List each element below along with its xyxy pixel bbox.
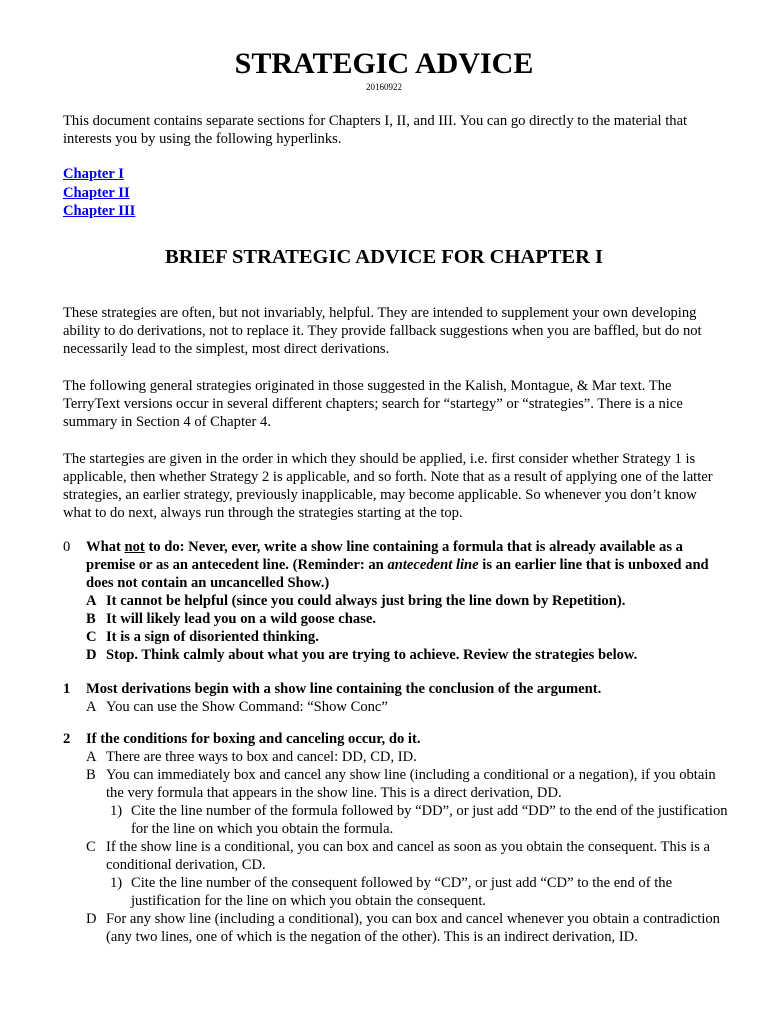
sub-text: It is a sign of disoriented thinking. bbox=[106, 629, 319, 645]
document-date: 20160922 bbox=[366, 82, 402, 92]
strategy-sub-item bbox=[86, 592, 728, 610]
sub-letter: D bbox=[86, 911, 97, 927]
sub-letter: C bbox=[86, 629, 97, 645]
section-heading: BRIEF STRATEGIC ADVICE FOR CHAPTER I bbox=[165, 246, 603, 268]
strategy-sub-item bbox=[86, 766, 728, 802]
strategy-sub-item bbox=[86, 748, 728, 766]
lead-text: to do: Never, ever, write a show line containing a formula that is already available as a premise or as an antecedent line. (Reminder: an bbox=[86, 539, 683, 573]
strategy-sub-sub-item bbox=[86, 802, 728, 838]
sub-text: You can use the Show Command: “Show Conc” bbox=[106, 699, 388, 715]
strategy-sub-item bbox=[86, 698, 728, 716]
intro-paragraph: This document contains separate sections for Chapters I, II, and III. You can go directly to the material that interests you by using the following hyperlinks. bbox=[63, 113, 688, 147]
link-chapter-2[interactable]: Chapter II bbox=[63, 184, 130, 201]
sub-text: It cannot be helpful (since you could always just bring the line down by Repetition). bbox=[106, 593, 626, 609]
strategy-sub-item bbox=[86, 610, 728, 628]
sub-letter: A bbox=[86, 699, 97, 715]
strategy-lead: Most derivations begin with a show line containing the conclusion of the argument. bbox=[86, 681, 602, 697]
link-chapter-3[interactable]: Chapter III bbox=[63, 203, 136, 219]
sub-sub-text: Cite the line number of the formula followed by “DD”, or just add “DD” to the end of the justification for the line on which you obtain the formula. bbox=[131, 803, 728, 837]
sub-text: It will likely lead you on a wild goose chase. bbox=[106, 611, 377, 627]
link-chapter-1[interactable]: Chapter I bbox=[63, 166, 124, 182]
strategy-sub-item bbox=[86, 838, 728, 874]
strategy-sub-item bbox=[86, 910, 728, 946]
strategy-body bbox=[86, 680, 728, 716]
sub-letter: B bbox=[86, 611, 96, 627]
sub-text: Stop. Think calmly about what you are trying to achieve. Review the strategies below. bbox=[106, 647, 638, 663]
sub-sub-marker: 1) bbox=[110, 875, 123, 891]
sub-sub-text: Cite the line number of the consequent followed by “CD”, or just add “CD” to the end of the justification for the line on which you obtain the consequent. bbox=[131, 875, 673, 909]
strategy-sub-item bbox=[86, 646, 728, 664]
lead-text: What bbox=[86, 539, 125, 555]
sub-letter: A bbox=[86, 593, 97, 609]
document-title: STRATEGIC ADVICE bbox=[234, 47, 534, 80]
paragraph-2: The following general strategies originated in those suggested in the Kalish, Montague, & Mar text. The TerryText versions occur in several different chapters; search for “startegy” or “strategies”. There is a nice summary in Section 4 of Chapter 4. bbox=[63, 378, 683, 430]
lead-italic-term: antecedent line bbox=[387, 557, 479, 573]
sub-letter: D bbox=[86, 647, 97, 663]
sub-sub-marker: 1) bbox=[110, 803, 123, 819]
chapter-links bbox=[63, 165, 723, 221]
strategy-number: 2 bbox=[63, 731, 71, 747]
paragraph-3: The startegies are given in the order in which they should be applied, i.e. first consider whether Strategy 1 is applicable, then whether Strategy 2 is applicable, and so forth. Note that as a result of applying one of the latter strategies, an earlier strategy, previously inapplicable, may become applicable. So whenever you don’t know what to do next, always run through the strategies starting at the top. bbox=[63, 451, 713, 521]
strategy-number: 1 bbox=[63, 681, 71, 697]
strategy-lead bbox=[86, 538, 728, 592]
sub-letter: B bbox=[86, 767, 96, 783]
strategy-lead: If the conditions for boxing and canceling occur, do it. bbox=[86, 731, 421, 747]
strategy-sub-item bbox=[86, 628, 728, 646]
strategy-body bbox=[86, 538, 728, 664]
sub-text: For any show line (including a conditional), you can box and cancel whenever you obtain a contradiction (any two lines, one of which is the negation of the other). This is an indirect derivation, ID. bbox=[106, 911, 720, 945]
paragraph-1: These strategies are often, but not invariably, helpful. They are intended to supplement your own developing ability to do derivations, not to replace it. They provide fallback suggestions when you are baffled, but do not necessarily lead to the simplest, most direct derivations. bbox=[63, 305, 702, 357]
strategy-number: 0 bbox=[63, 539, 71, 555]
sub-text: There are three ways to box and cancel: DD, CD, ID. bbox=[106, 749, 417, 765]
strategy-sub-sub-item bbox=[86, 874, 728, 910]
sub-text: You can immediately box and cancel any show line (including a conditional or a negation), if you obtain the very formula that appears in the show line. This is a direct derivation, DD. bbox=[106, 767, 716, 801]
lead-not-emphasis: not bbox=[124, 539, 145, 555]
sub-letter: A bbox=[86, 749, 97, 765]
sub-letter: C bbox=[86, 839, 96, 855]
sub-text: If the show line is a conditional, you can box and cancel as soon as you obtain the consequent. This is a conditional derivation, CD. bbox=[106, 839, 711, 873]
strategy-body bbox=[86, 730, 728, 946]
lead-text: is an earlier line that is unboxed and does not contain an uncancelled Show.) bbox=[86, 557, 709, 591]
